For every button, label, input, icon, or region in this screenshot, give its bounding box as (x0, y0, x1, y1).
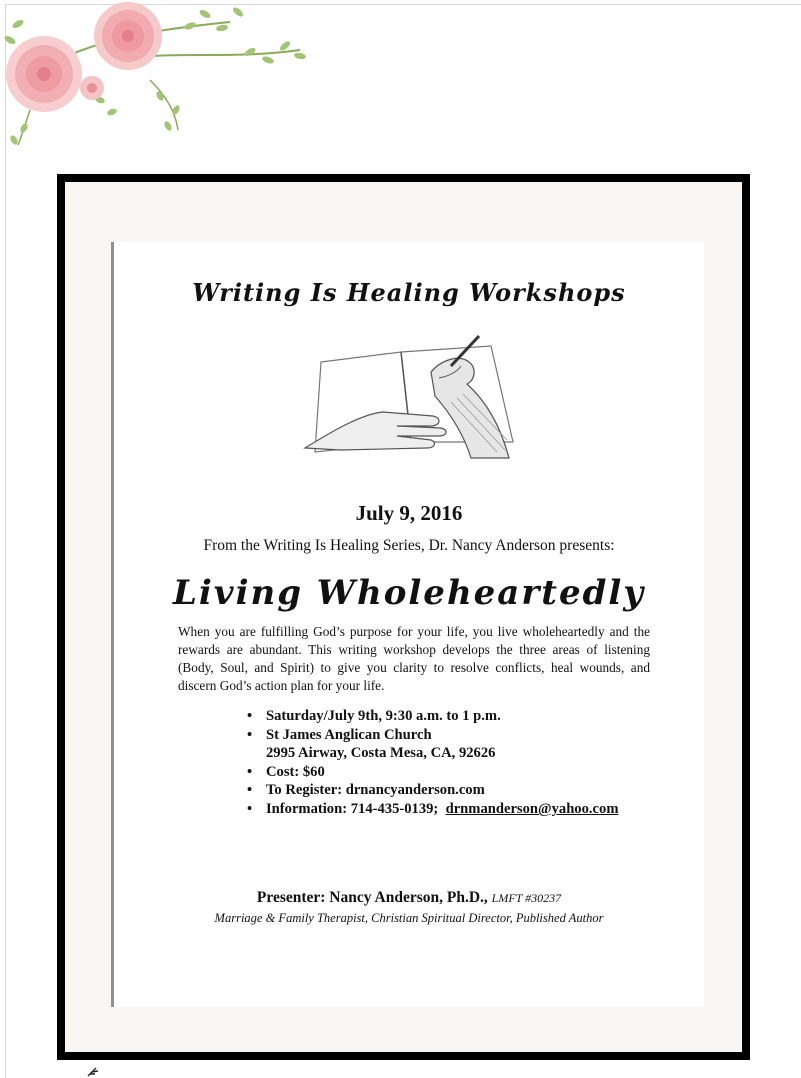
flyer-page (111, 242, 704, 1007)
presenter-name: Presenter: Nancy Anderson, Ph.D., (256, 889, 488, 906)
presenter-credentials: Marriage & Family Therapist, Christian Spiritual Director, Published Author (214, 911, 604, 925)
presents-line: From the Writing Is Healing Series, Dr. Nancy Anderson presents: (203, 537, 615, 554)
series-title: Writing Is Healing Workshops (192, 278, 626, 307)
presenter-license: LMFT #30237 (491, 891, 562, 905)
flyer-frame (57, 174, 750, 1060)
detail-register: • To Register: drnancyanderson.com (247, 781, 667, 800)
event-date: July 9, 2016 (355, 501, 463, 525)
writing-hands-sketch-icon (301, 332, 526, 462)
information-phone: Information: 714-435-0139; (266, 800, 439, 817)
detail-information (247, 800, 667, 819)
frame-matte (65, 182, 742, 1052)
detail-address: 2995 Airway, Costa Mesa, CA, 92626 (266, 745, 496, 762)
event-details-list (247, 707, 667, 819)
information-email-link[interactable]: drnmanderson@yahoo.com (445, 800, 619, 817)
presenter-line (114, 889, 704, 907)
feather-mark-icon (86, 1066, 100, 1078)
detail-venue: • St James Anglican Church (247, 726, 667, 745)
page-edge-left (5, 4, 6, 1078)
detail-time: • Saturday/July 9th, 9:30 a.m. to 1 p.m. (247, 707, 667, 726)
detail-cost: • Cost: $60 (247, 763, 667, 782)
floral-decoration-icon (0, 0, 320, 150)
event-title: Living Wholeheartedly (172, 573, 646, 613)
event-description: When you are fulfilling God’s purpose for your life, you live wholeheartedly and the rewards are abundant. This writing workshop develops the three areas of listening (Body, Soul, and Spirit) to give you clarity to resolve conflicts, heal wounds, and discern God’s action plan for your life. (178, 624, 650, 693)
